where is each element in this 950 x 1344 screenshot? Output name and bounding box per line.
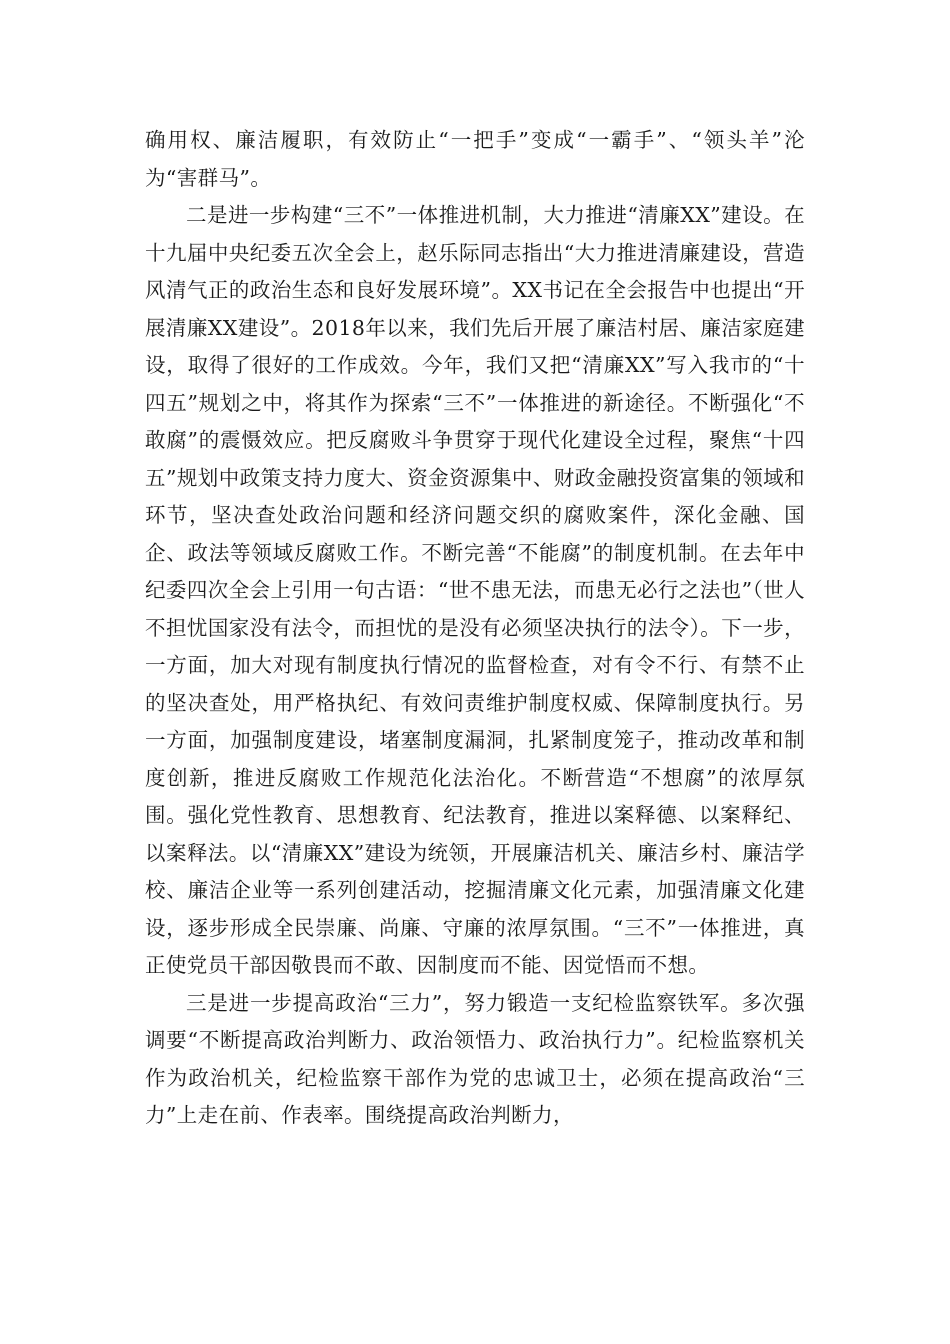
paragraph-three: 三是进一步提高政治“三力”，努力锻造一支纪检监察铁军。多次强调要“不断提高政治判断力、政治领悟力、政治执行力”。纪检监察机关作为政治机关，纪检监察干部作为党的忠诚卫士，必须在提高政治“三力”上走在前、作表率。围绕提高政治判断力，	[145, 990, 805, 1127]
paragraph-continuation: 确用权、廉洁履职，有效防止“一把手”变成“一霸手”、“领头羊”沦为“害群马”。	[145, 128, 805, 190]
document-body	[145, 122, 805, 1135]
paragraph-two: 二是进一步构建“三不”一体推进机制，大力推进“清廉XX”建设。在十九届中央纪委五次全会上，赵乐际同志指出“大力推进清廉建设，营造风清气正的政治生态和良好发展环境”。XX书记在全会报告中也提出“开展清廉XX建设”。2018年以来，我们先后开展了廉洁村居、廉洁家庭建设，取得了很好的工作成效。今年，我们又把“清廉XX”写入我市的“十四五”规划之中，将其作为探索“三不”一体推进的新途径。不断强化“不敢腐”的震慑效应。把反腐败斗争贯穿于现代化建设全过程，聚焦“十四五”规划中政策支持力度大、资金资源集中、财政金融投资富集的领域和环节，坚决查处政治问题和经济问题交织的腐败案件，深化金融、国企、政法等领域反腐败工作。不断完善“不能腐”的制度机制。在去年中纪委四次全会上引用一句古语：“世不患无法，而患无必行之法也”（世人不担忧国家没有法令，而担忧的是没有必须坚决执行的法令）。下一步，一方面，加大对现有制度执行情况的监督检查，对有令不行、有禁不止的坚决查处，用严格执纪、有效问责维护制度权威、保障制度执行。另一方面，加强制度建设，堵塞制度漏洞，扎紧制度笼子，推动改革和制度创新，推进反腐败工作规范化法治化。不断营造“不想腐”的浓厚氛围。强化党性教育、思想教育、纪法教育，推进以案释德、以案释纪、以案释法。以“清廉XX”建设为统领，开展廉洁机关、廉洁乡村、廉洁学校、廉洁企业等一系列创建活动，挖掘清廉文化元素，加强清廉文化建设，逐步形成全民崇廉、尚廉、守廉的浓厚氛围。“三不”一体推进，真正使党员干部因敬畏而不敢、因制度而不能、因觉悟而不想。	[145, 203, 805, 977]
